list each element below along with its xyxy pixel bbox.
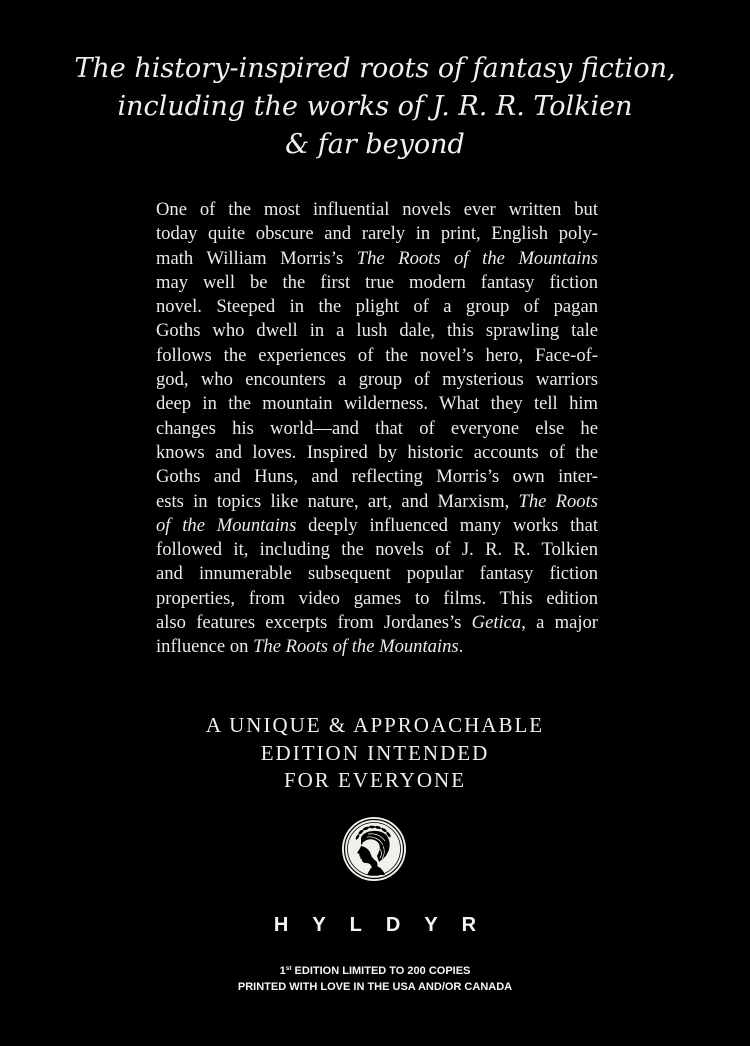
blurb-line: One of the most influential novels ever written but xyxy=(156,199,598,220)
book-title: The Roots of the Mountains xyxy=(253,636,459,658)
profile-medallion-icon xyxy=(341,816,407,882)
blurb-line: today quite obscure and rarely in print, English poly- xyxy=(156,223,598,245)
blurb-line: and innumerable subsequent popular fantasy fiction xyxy=(156,563,598,585)
fineprint xyxy=(100,961,650,995)
blurb-line: follows the experiences of the novel’s hero, Face-of- xyxy=(156,344,598,366)
edition-line: A UNIQUE & APPROACHABLE xyxy=(205,713,545,737)
blurb-line: may well be the first true modern fantasy fiction xyxy=(156,271,598,293)
blurb-paragraph xyxy=(156,198,598,660)
edition-line: FOR EVERYONE xyxy=(283,768,467,792)
blurb-line: influence on The Roots of the Mountains. xyxy=(156,636,464,658)
tagline-line: including the works of J. R. R. Tolkien xyxy=(117,91,633,122)
blurb-line: followed it, including the novels of J. R. R. Tolkien xyxy=(156,539,598,561)
blurb-line: Goths and Huns, and reflecting Morris’s own inter- xyxy=(156,466,598,488)
blurb-line: Goths who dwell in a lush dale, this sprawling tale xyxy=(156,320,598,342)
blurb-line: deep in the mountain wilderness. What they tell him xyxy=(156,393,598,415)
tagline-line: & far beyond xyxy=(285,129,465,160)
blurb-line: of the Mountains deeply influenced many works that xyxy=(156,514,598,536)
tagline-line: The history-inspired roots of fantasy fiction, xyxy=(74,53,676,84)
work-title: Getica xyxy=(471,612,522,634)
book-title: of the Mountains xyxy=(156,514,297,536)
printed-line: PRINTED WITH LOVE IN THE USA AND/OR CANADA xyxy=(237,980,513,993)
tagline xyxy=(40,50,710,164)
book-title: The Roots of the Mountains xyxy=(356,247,598,269)
blurb-line: god, who encounters a group of mysterious warriors xyxy=(156,369,598,391)
blurb-line: math William Morris’s The Roots of the Mountains xyxy=(156,247,598,269)
blurb-line: novel. Steeped in the plight of a group of pagan xyxy=(156,296,598,318)
publisher-name: HYLDYR xyxy=(273,914,501,936)
blurb-line: properties, from video games to films. This edition xyxy=(156,587,598,609)
blurb-line: changes his world—and that of everyone else he xyxy=(156,417,598,439)
blurb-line: also features excerpts from Jordanes’s Getica, a major xyxy=(156,612,598,634)
limited-edition-line: 1st EDITION LIMITED TO 200 COPIES xyxy=(279,965,471,977)
blurb-line: ests in topics like nature, art, and Marxism, The Roots xyxy=(156,490,598,512)
blurb-line: knows and loves. Inspired by historic accounts of the xyxy=(156,441,598,463)
edition-line: EDITION INTENDED xyxy=(260,740,490,765)
edition-statement xyxy=(100,712,650,795)
book-title: The Roots xyxy=(518,490,598,512)
